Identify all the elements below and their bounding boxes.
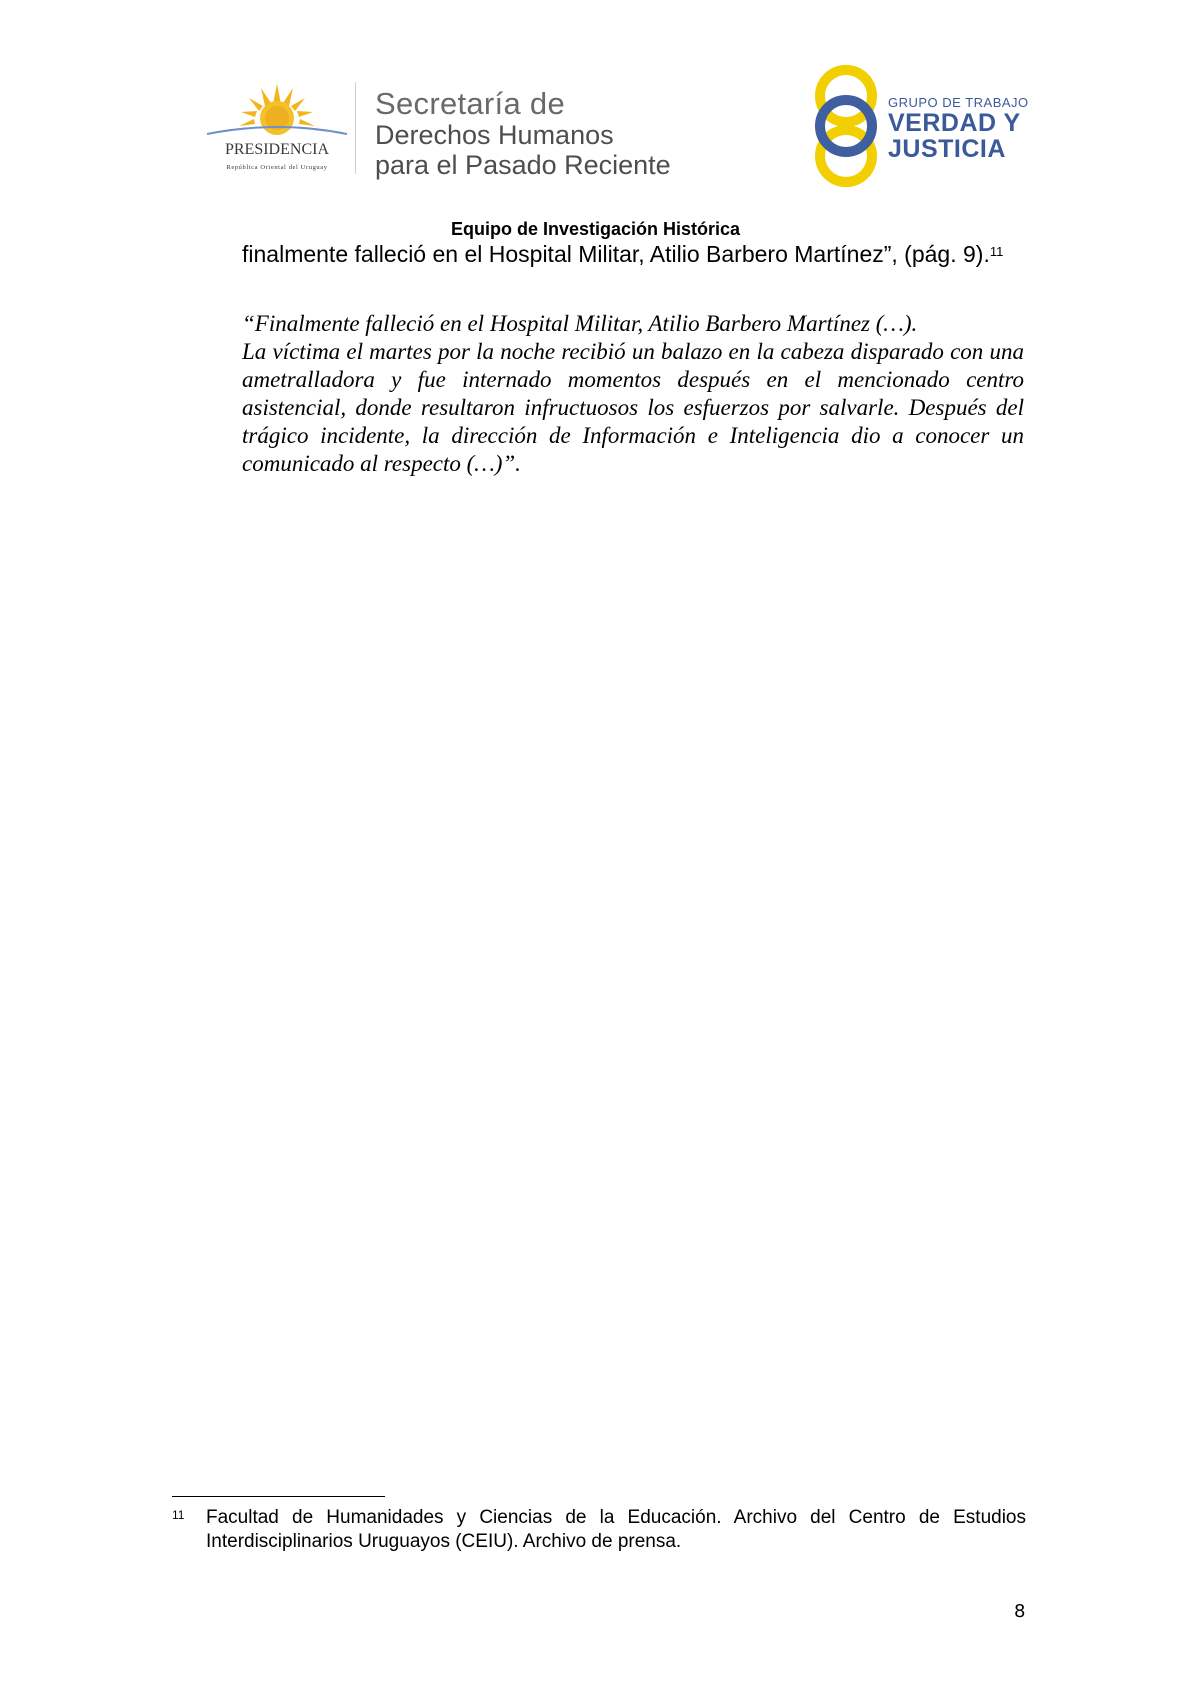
quote-line-1: “Finalmente falleció en el Hospital Militar, Atilio Barbero Martínez (…). [242, 311, 918, 336]
presidencia-subtitle: República Oriental del Uruguay [226, 164, 328, 171]
footnote-separator [172, 1496, 385, 1497]
page-number: 8 [1014, 1601, 1026, 1622]
gtvj-line-2: VERDAD Y [888, 109, 1021, 137]
secretaria-line-3: para el Pasado Reciente [375, 150, 671, 180]
press-quote [242, 310, 1024, 478]
secretaria-line-2: Derechos Humanos [375, 120, 614, 150]
logo-divider [355, 82, 356, 174]
gtvj-line-3: JUSTICIA [888, 135, 1006, 163]
footnote-text: Facultad de Humanidades y Ciencias de la Educación. Archivo del Centro de Estudios Interdisciplinarios Uruguayos (CEIU). Archivo de prensa. [206, 1507, 1026, 1552]
secretaria-logo-text [375, 88, 671, 179]
footnote-number: 11 [172, 1508, 185, 1522]
body-text: finalmente falleció en el Hospital Militar, Atilio Barbero Martínez”, (pág. 9). [242, 241, 990, 267]
gtvj-line-1: GRUPO DE TRABAJO [888, 95, 1029, 110]
gtvj-logo-text [888, 96, 1029, 162]
team-title: Equipo de Investigación Histórica [450, 219, 741, 239]
secretaria-line-1: Secretaría de [375, 86, 566, 121]
quote-paragraph: La víctima el martes por la noche recibió un balazo en la cabeza disparado con una ametralladora y fue internado momentos después en el mencionado centro asistencial, donde resultaron infructuosos los esfuerzos por salvarle. Después del trágico incidente, la dirección de Información e Inteligencia dio a conocer un comunicado al respecto (…)”. [242, 339, 1024, 476]
presidencia-logo [197, 82, 357, 177]
presidencia-name: PRESIDENCIA [224, 141, 330, 158]
body-paragraph [242, 240, 1024, 268]
footnote-reference[interactable]: 11 [989, 244, 1004, 259]
